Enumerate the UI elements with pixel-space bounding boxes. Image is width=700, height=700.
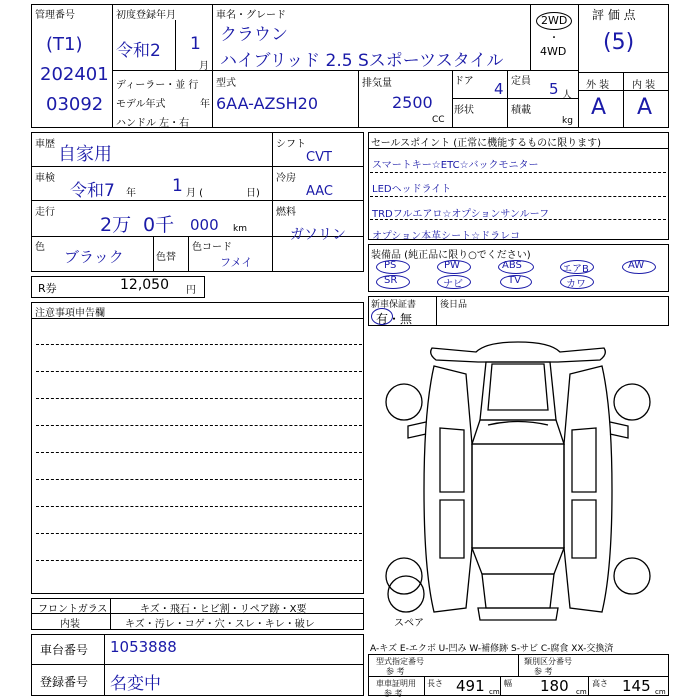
width-value: 180 xyxy=(540,677,569,695)
divider xyxy=(424,676,425,696)
divider xyxy=(452,98,578,99)
later-label: 後日品 xyxy=(440,300,468,310)
divider xyxy=(31,664,364,665)
eval-label: 評 価 点 xyxy=(592,8,636,22)
divider xyxy=(188,236,189,272)
inspection-label: 車検 xyxy=(35,173,55,184)
door-label: ドア xyxy=(454,76,474,87)
divider xyxy=(588,676,589,696)
handle-label: ハンドル 左・右 xyxy=(116,118,190,129)
reg-value: 名変中 xyxy=(110,674,161,694)
dashed-line xyxy=(36,371,362,372)
reg-label: 登録番号 xyxy=(40,675,89,689)
divider xyxy=(112,4,113,128)
category-label: 類別区分番号 xyxy=(524,657,572,666)
divider xyxy=(452,70,453,128)
type-value: 6AA-AZSH20 xyxy=(216,94,319,113)
dashed-line xyxy=(36,344,362,345)
mileage-sen: 0千 xyxy=(143,214,175,236)
color-code-label: 色コード xyxy=(192,242,232,253)
kanri-line-2: 202401 xyxy=(40,64,109,85)
dashed-line xyxy=(370,219,666,220)
kanri-line-3: 03092 xyxy=(46,94,104,115)
fuel-value: ガソリン xyxy=(290,227,346,243)
divider xyxy=(153,236,154,272)
dashed-line xyxy=(36,533,362,534)
divider xyxy=(518,654,519,676)
inspection-year-unit: 年 xyxy=(126,188,136,199)
fuel-label: 燃料 xyxy=(276,207,296,218)
month-unit: 月 xyxy=(199,61,209,72)
warranty-value: 有・無 xyxy=(376,312,413,326)
legend: A-キズ E-エクボ U-凹み W-補修跡 S-サビ C-腐食 XX-交換済 xyxy=(370,644,614,654)
mileage-man: 2万 xyxy=(100,214,132,236)
cc-unit: CC xyxy=(432,115,445,125)
divider xyxy=(104,634,105,696)
divider xyxy=(578,4,579,128)
warranty-circle xyxy=(371,308,393,325)
sales-line-3: TRDフルエアロ☆オプションサンルーフ xyxy=(372,209,550,220)
divider xyxy=(31,166,272,167)
width-unit: cm xyxy=(576,688,587,696)
drive-4wd: 4WD xyxy=(540,45,567,58)
height-label: 高さ xyxy=(592,679,608,688)
interior-value: キズ・汚レ・コゲ・穴・スレ・キレ・破レ xyxy=(125,619,315,630)
displacement-value: 2500 xyxy=(392,93,433,112)
name-label: 車名・グレード xyxy=(216,10,286,21)
r-label: R券 xyxy=(38,282,57,295)
notes-section xyxy=(31,302,364,594)
type-label: 型式 xyxy=(216,78,236,89)
cert-ref: 参 考 xyxy=(384,689,403,698)
chassis-label: 車台番号 xyxy=(40,643,89,657)
type-designation-label: 型式指定番号 xyxy=(376,657,424,666)
dashed-line xyxy=(36,506,362,507)
divider xyxy=(436,296,437,326)
sales-line-4: オプション本革シート☆ドラレコ xyxy=(372,231,521,242)
color-label: 色 xyxy=(35,242,45,253)
shift-value: CVT xyxy=(306,150,332,165)
category-ref: 参 考 xyxy=(534,667,553,676)
equip-leather: カワ xyxy=(566,279,586,290)
r-ticket xyxy=(31,276,205,298)
length-unit: cm xyxy=(489,688,500,696)
front-glass-label: フロントガラス xyxy=(38,604,108,615)
year-unit: 年 xyxy=(200,99,210,110)
exterior-label: 外 装 xyxy=(586,80,610,91)
kanri-line-1: (T1) xyxy=(46,34,83,55)
mileage-label: 走行 xyxy=(35,207,55,218)
dashed-line xyxy=(36,398,362,399)
drive-dot: ・ xyxy=(549,33,559,44)
history-label: 車歴 xyxy=(35,139,55,150)
r-value: 12,050 xyxy=(120,277,169,293)
load-label: 積載 xyxy=(511,105,531,116)
exterior-grade: A xyxy=(591,95,607,120)
inspection-day-unit: 日) xyxy=(246,188,260,199)
car-diagram xyxy=(368,330,669,630)
km-unit: km xyxy=(233,224,247,234)
divider xyxy=(530,4,531,70)
displacement-label: 排気量 xyxy=(362,78,392,89)
door-value: 4 xyxy=(494,80,504,98)
history-value: 自家用 xyxy=(58,144,112,165)
equip-abs: ABS xyxy=(502,260,522,271)
sales-line-1: スマートキー☆ETC☆バックモニター xyxy=(372,160,539,171)
cert-label: 車車証明用 xyxy=(376,679,416,688)
equip-aw: AW xyxy=(628,260,645,271)
equip-airbag: エアB xyxy=(562,264,589,275)
inspection-month: 1 xyxy=(172,176,183,196)
equip-tv: TV xyxy=(508,275,521,286)
color-code-value: フメイ xyxy=(220,256,253,269)
dashed-line xyxy=(36,452,362,453)
first-reg-era: 令和2 xyxy=(116,41,161,61)
inspection-month-unit: 月 ( xyxy=(186,188,204,199)
divider xyxy=(272,166,364,167)
equip-sr: SR xyxy=(384,275,398,286)
divider xyxy=(507,98,508,128)
equip-navi: ナビ xyxy=(443,279,463,290)
color-value: ブラック xyxy=(64,248,124,266)
interior-label: 内装 xyxy=(60,619,80,630)
kanri-label: 管理番号 xyxy=(35,10,75,21)
eval-score: (5) xyxy=(603,30,635,55)
kg-unit: kg xyxy=(562,116,573,126)
ac-label: 冷房 xyxy=(276,173,296,184)
type-designation-ref: 参 考 xyxy=(386,667,405,676)
interior-grade: A xyxy=(637,95,653,120)
shift-label: シフト xyxy=(276,139,306,150)
divider xyxy=(358,70,359,128)
front-glass-value: キズ・飛石・ヒビ割・リペア跡・X要 xyxy=(140,604,307,615)
divider xyxy=(212,4,213,128)
dashed-line xyxy=(36,560,362,561)
car-name: クラウン xyxy=(220,25,288,45)
height-unit: cm xyxy=(655,688,666,696)
dashed-line xyxy=(370,196,666,197)
length-label: 長さ xyxy=(427,679,443,688)
dashed-line xyxy=(370,172,666,173)
first-reg-month: 1 xyxy=(190,34,201,54)
warranty-label: 新車保証書 xyxy=(371,300,417,310)
divider xyxy=(272,132,273,272)
height-value: 145 xyxy=(622,677,651,695)
mileage-rest: 000 xyxy=(190,216,219,234)
model-year-label: モデル年式 xyxy=(116,99,166,110)
inspection-era: 令和7 xyxy=(70,181,115,201)
length-value: 491 xyxy=(456,677,485,695)
shape-label: 形状 xyxy=(454,105,474,116)
drive-2wd: 2WD xyxy=(541,14,568,27)
dashed-line xyxy=(36,425,362,426)
divider xyxy=(500,676,501,696)
car-grade: ハイブリッド 2.5 Sスポーツスタイル xyxy=(220,51,504,71)
dealer-label: ディーラー・並 行 xyxy=(116,80,199,91)
divider xyxy=(272,200,364,201)
dashed-line xyxy=(36,479,362,480)
first-reg-label: 初度登録年月 xyxy=(116,10,176,21)
equip-pw: PW xyxy=(444,260,460,271)
divider xyxy=(623,72,624,128)
capacity-label: 定員 xyxy=(511,76,531,87)
interior-label: 内 装 xyxy=(632,80,656,91)
sales-line-2: LEDヘッドライト xyxy=(372,184,452,195)
capacity-value: 5 xyxy=(549,80,559,98)
equipment-title: 装備品 (純正品に限り○でください) xyxy=(371,250,531,261)
spare-label: スペア xyxy=(394,618,424,629)
divider xyxy=(110,598,111,630)
width-label: 幅 xyxy=(504,679,512,688)
sales-title: セールスポイント (正常に機能するものに限ります) xyxy=(371,138,602,149)
divider xyxy=(175,20,176,70)
equip-ps: PS xyxy=(384,260,397,271)
ac-value: AAC xyxy=(306,184,333,199)
notes-title: 注意事項申告欄 xyxy=(35,308,105,319)
divider xyxy=(507,70,508,98)
chassis-value: 1053888 xyxy=(110,638,177,656)
divider xyxy=(31,200,272,201)
color-change-label: 色替 xyxy=(156,252,176,263)
person-unit: 人 xyxy=(562,90,572,101)
r-unit: 円 xyxy=(186,285,196,296)
